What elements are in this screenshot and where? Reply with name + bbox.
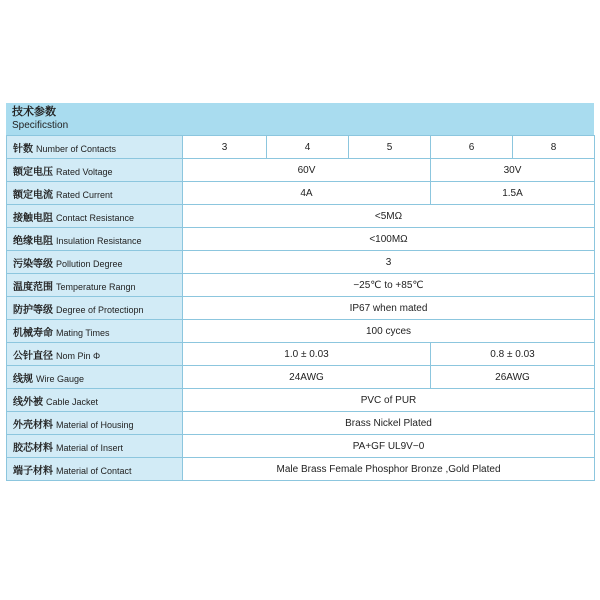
table-row bbox=[7, 320, 595, 343]
row-label-en: Mating Times bbox=[56, 327, 110, 338]
row-label-zh: 接触电阻 bbox=[13, 212, 53, 224]
row-label-en: Number of Contacts bbox=[36, 143, 117, 154]
value-cell: PVC of PUR bbox=[183, 389, 595, 412]
table-row bbox=[7, 205, 595, 228]
value-cell: 1.5A bbox=[431, 182, 595, 205]
row-label bbox=[7, 228, 183, 251]
table-row bbox=[7, 274, 595, 297]
value-cell: Male Brass Female Phosphor Bronze ,Gold Plated bbox=[183, 458, 595, 481]
row-label bbox=[7, 435, 183, 458]
table-row bbox=[7, 182, 595, 205]
row-label bbox=[7, 159, 183, 182]
value-cell: 3 bbox=[183, 251, 595, 274]
row-label-zh: 防护等级 bbox=[13, 304, 53, 316]
table-row bbox=[7, 343, 595, 366]
value-cell: 3 bbox=[183, 136, 267, 159]
value-cell: IP67 when mated bbox=[183, 297, 595, 320]
value-cell: 4 bbox=[267, 136, 349, 159]
row-label-zh: 线规 bbox=[13, 373, 33, 385]
row-label-zh: 温度范围 bbox=[13, 281, 53, 293]
row-label-zh: 胶芯材料 bbox=[13, 442, 53, 454]
row-label-en: Nom Pin Φ bbox=[56, 350, 101, 361]
row-label-zh: 额定电压 bbox=[13, 166, 53, 178]
table-row bbox=[7, 366, 595, 389]
row-label-en: Material of Contact bbox=[56, 465, 132, 476]
row-label-zh: 污染等级 bbox=[13, 258, 53, 270]
value-cell: 8 bbox=[513, 136, 595, 159]
row-label-en: Rated Current bbox=[56, 189, 113, 200]
row-label-zh: 绝缘电阻 bbox=[13, 235, 53, 247]
row-label bbox=[7, 320, 183, 343]
table-row bbox=[7, 297, 595, 320]
value-cell: 60V bbox=[183, 159, 431, 182]
row-label-en: Insulation Resistance bbox=[56, 235, 142, 246]
row-label-en: Wire Gauge bbox=[36, 373, 85, 384]
value-cell: Brass Nickel Plated bbox=[183, 412, 595, 435]
row-label bbox=[7, 412, 183, 435]
table-row bbox=[7, 159, 595, 182]
row-label-en: Material of Insert bbox=[56, 442, 124, 453]
row-label-zh: 公针直径 bbox=[13, 350, 53, 362]
row-label bbox=[7, 274, 183, 297]
table-row bbox=[7, 412, 595, 435]
value-cell: 6 bbox=[431, 136, 513, 159]
value-cell: 0.8 ± 0.03 bbox=[431, 343, 595, 366]
value-cell: 26AWG bbox=[431, 366, 595, 389]
spec-table bbox=[6, 135, 595, 481]
value-cell: 100 cyces bbox=[183, 320, 595, 343]
row-label-en: Material of Housing bbox=[56, 419, 134, 430]
spec-table-panel bbox=[6, 103, 594, 481]
row-label bbox=[7, 297, 183, 320]
row-label-en: Contact Resistance bbox=[56, 212, 135, 223]
row-label bbox=[7, 389, 183, 412]
row-label-zh: 机械寿命 bbox=[13, 327, 53, 339]
table-row bbox=[7, 251, 595, 274]
row-label bbox=[7, 136, 183, 159]
value-cell: 24AWG bbox=[183, 366, 431, 389]
value-cell: <5MΩ bbox=[183, 205, 595, 228]
value-cell: 30V bbox=[431, 159, 595, 182]
table-row bbox=[7, 389, 595, 412]
row-label bbox=[7, 343, 183, 366]
header-title-zh: 技术参数 bbox=[12, 106, 56, 118]
row-label-zh: 额定电流 bbox=[13, 189, 53, 201]
table-row bbox=[7, 458, 595, 481]
row-label bbox=[7, 366, 183, 389]
row-label-zh: 线外被 bbox=[13, 396, 43, 408]
row-label bbox=[7, 182, 183, 205]
header-title-en: Specificstion bbox=[12, 120, 69, 131]
table-row bbox=[7, 136, 595, 159]
row-label-en: Cable Jacket bbox=[46, 396, 99, 407]
value-cell: −25℃ to +85℃ bbox=[183, 274, 595, 297]
value-cell: PA+GF UL9V−0 bbox=[183, 435, 595, 458]
value-cell: 5 bbox=[349, 136, 431, 159]
row-label bbox=[7, 458, 183, 481]
spec-header bbox=[6, 103, 594, 135]
row-label-en: Temperature Rangn bbox=[56, 281, 136, 292]
row-label-en: Pollution Degree bbox=[56, 258, 123, 269]
row-label bbox=[7, 205, 183, 228]
table-row bbox=[7, 435, 595, 458]
row-label-zh: 针数 bbox=[13, 143, 33, 155]
row-label bbox=[7, 251, 183, 274]
value-cell: 4A bbox=[183, 182, 431, 205]
row-label-en: Rated Voltage bbox=[56, 166, 113, 177]
row-label-zh: 外壳材料 bbox=[13, 419, 53, 431]
value-cell: 1.0 ± 0.03 bbox=[183, 343, 431, 366]
table-row bbox=[7, 228, 595, 251]
row-label-zh: 端子材料 bbox=[13, 465, 53, 477]
value-cell: <100MΩ bbox=[183, 228, 595, 251]
row-label-en: Degree of Protectiopn bbox=[56, 304, 144, 315]
